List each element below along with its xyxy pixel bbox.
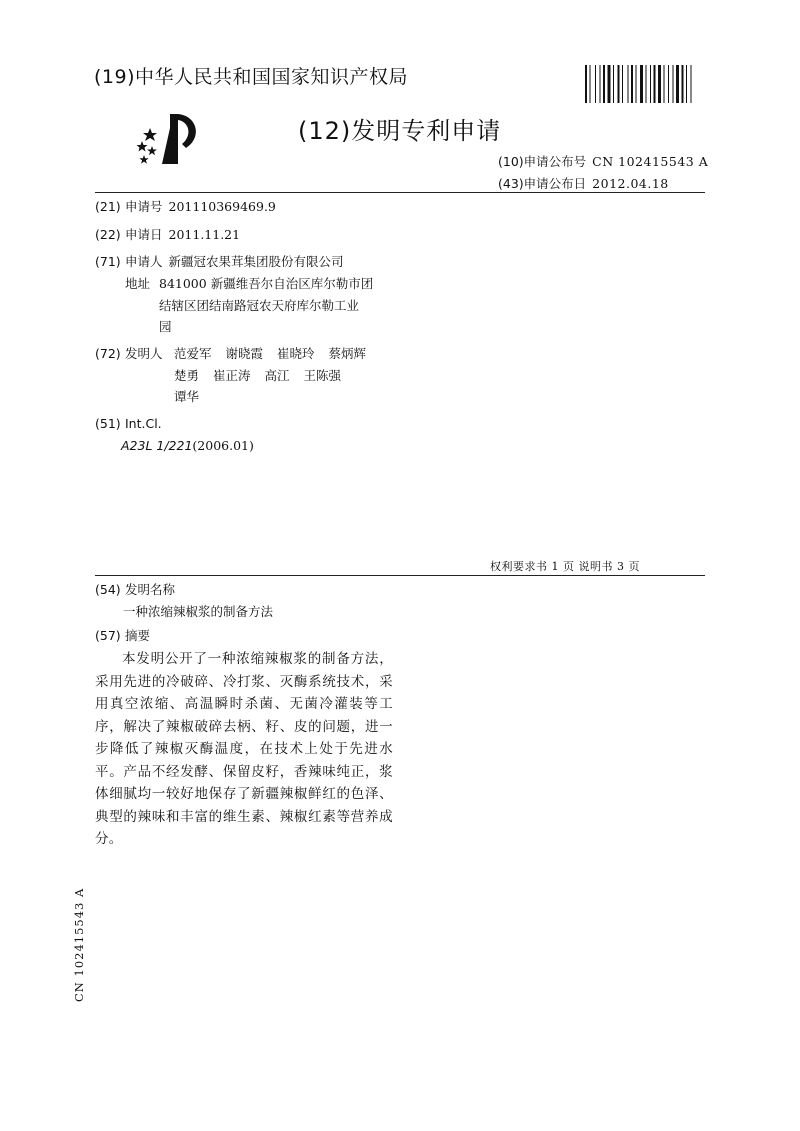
barcode-bar xyxy=(676,65,679,103)
barcode-bar xyxy=(622,65,623,103)
header-divider xyxy=(95,192,705,193)
address-line: 841000 新疆维吾尔自治区库尔勒市团 xyxy=(159,276,374,291)
int-cl-class: A23L 1/221 xyxy=(121,438,193,453)
side-publication-number: CN 102415543 A xyxy=(72,887,86,1002)
int-cl-code: (51) xyxy=(95,416,121,431)
abstract-text: 本发明公开了一种浓缩辣椒浆的制备方法，采用先进的冷破碎、冷打浆、灭酶系统技术，采用真空浓缩、高温瞬时杀菌、无菌冷灌装等工序，解决了辣椒破碎去柄、籽、皮的问题，进一步降低了辣椒灭酶温度，在技术上处于先进水平。产品不经发酵、保留皮籽，香辣味纯正，浆体细腻均一较好地保存了新疆辣椒鲜红的色泽、典型的辣味和丰富的维生素、辣椒红素等营养成分。 xyxy=(95,651,393,847)
barcode-bar xyxy=(682,65,684,103)
barcode-bar xyxy=(595,65,596,103)
inventor-name: 崔晓玲 xyxy=(277,346,315,361)
inventors-label: 发明人 xyxy=(125,346,163,361)
applicant-code: (71) xyxy=(95,254,121,269)
publication-date: 2012.04.18 xyxy=(592,176,669,191)
application-date-label: 申请日 xyxy=(125,227,163,242)
cnipa-logo-icon xyxy=(132,108,212,170)
inventor-name: 高江 xyxy=(264,367,290,383)
applicant-name: 新疆冠农果茸集团股份有限公司 xyxy=(168,254,344,269)
address-line: 园 xyxy=(159,319,172,334)
barcode-bar xyxy=(631,65,633,103)
issuing-office: (19)中华人民共和国国家知识产权局 xyxy=(94,66,409,88)
barcode xyxy=(585,65,705,103)
barcode-bar xyxy=(600,65,601,103)
barcode-bar xyxy=(650,65,651,103)
barcode-bar xyxy=(608,65,611,103)
barcode-bar xyxy=(640,65,643,103)
title-label-row xyxy=(95,579,175,601)
publication-number: CN 102415543 A xyxy=(592,154,709,169)
invention-title: 一种浓缩辣椒浆的制备方法 xyxy=(123,604,274,619)
barcode-bar xyxy=(590,65,591,103)
title-code: (54) xyxy=(95,582,121,597)
application-number-field xyxy=(95,196,276,218)
publication-number-row xyxy=(498,152,708,170)
barcode-bar xyxy=(585,65,587,103)
barcode-bar xyxy=(613,65,614,103)
application-date-field xyxy=(95,224,240,246)
inventors-list xyxy=(174,343,414,408)
inventor-name: 楚勇 xyxy=(174,367,200,383)
barcode-bar xyxy=(603,65,605,103)
barcode-bar xyxy=(658,65,661,103)
barcode-bar xyxy=(673,65,674,103)
inventor-name: 蔡炳辉 xyxy=(328,346,367,361)
barcode-bar xyxy=(668,65,669,103)
section-divider xyxy=(95,575,705,576)
barcode-bar xyxy=(691,65,692,103)
title-label: 发明名称 xyxy=(125,582,176,597)
abstract-label-row xyxy=(95,625,150,647)
barcode-bar xyxy=(664,65,665,103)
publication-date-label: (43)申请公布日 xyxy=(498,176,587,191)
application-date: 2011.11.21 xyxy=(168,227,241,242)
application-number: 201110369469.9 xyxy=(168,199,276,214)
inventor-name: 崔正涛 xyxy=(213,367,251,383)
int-cl-version: (2006.01) xyxy=(192,438,254,453)
document-kind: (12)发明专利申请 xyxy=(298,117,502,145)
application-number-label: 申请号 xyxy=(125,199,163,214)
barcode-bar xyxy=(628,65,629,103)
applicant-field xyxy=(95,251,344,273)
inventors-label-row xyxy=(95,343,163,365)
applicant-label: 申请人 xyxy=(125,254,163,269)
int-cl-label: Int.Cl. xyxy=(125,416,162,431)
int-cl-classification xyxy=(121,435,254,457)
barcode-bar xyxy=(686,65,687,103)
publication-date-row xyxy=(498,174,669,192)
barcode-bar xyxy=(646,65,647,103)
page-count: 权利要求书 1 页 说明书 3 页 xyxy=(490,560,640,573)
address-line: 结辖区团结南路冠农天府库尔勒工业 xyxy=(159,297,360,313)
inventor-name: 王陈强 xyxy=(303,367,342,383)
publication-number-label: (10)申请公布号 xyxy=(498,154,587,169)
int-cl-label-row xyxy=(95,413,162,435)
inventors-code: (72) xyxy=(95,346,121,361)
barcode-bar xyxy=(654,65,656,103)
barcode-bar xyxy=(636,65,637,103)
abstract-label: 摘要 xyxy=(125,628,151,643)
abstract-code: (57) xyxy=(95,628,121,643)
address-block xyxy=(159,273,399,338)
inventor-name: 谢晓霞 xyxy=(225,346,264,361)
inventor-name: 范爱军 xyxy=(174,346,212,361)
address-label: 地址 xyxy=(125,276,151,291)
inventor-name: 谭华 xyxy=(174,389,200,404)
application-date-code: (22) xyxy=(95,227,121,242)
barcode-bar xyxy=(618,65,620,103)
application-number-code: (21) xyxy=(95,199,121,214)
